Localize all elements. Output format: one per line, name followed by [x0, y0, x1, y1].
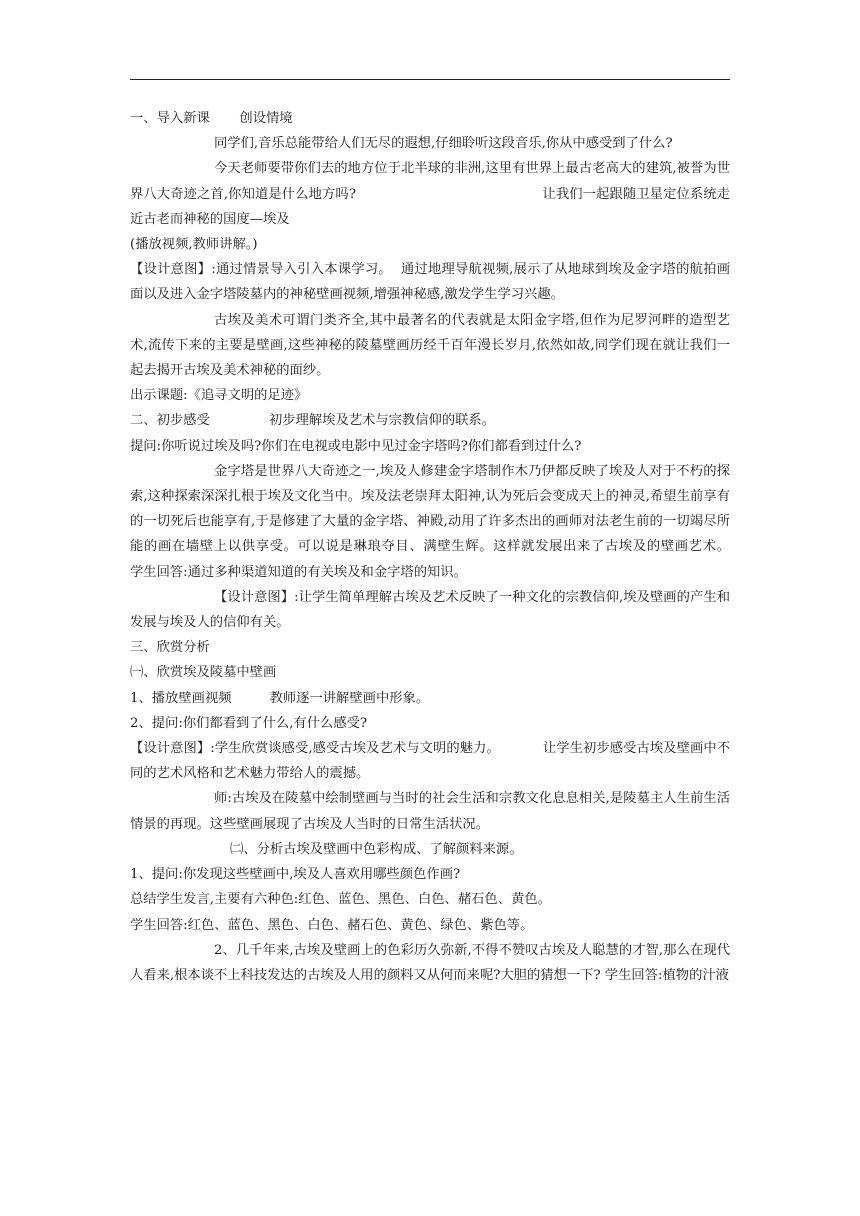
paragraph: 师:古埃及在陵墓中绘制壁画与当时的社会生活和宗教文化息息相关,是陵墓主人生前生活情景的再现。这些壁画展现了古埃及人当时的日常生活状况。 [130, 791, 730, 832]
subsection-heading: ㈠、欣赏埃及陵墓中壁画 [130, 665, 277, 681]
subsection-heading: ㈡、分析古埃及壁画中色彩构成、了解颜料来源。 [230, 841, 523, 857]
list-item: 1、播放壁画视频 教师逐一讲解壁画中形象。 [130, 690, 430, 706]
paragraph: 金字塔是世界八大奇迹之一,埃及人修建金字塔制作木乃伊都反映了埃及人对于不朽的探索,这种探索深深扎根于埃及文化当中。埃及法老崇拜太阳神,认为死后会变成天上的神灵,希望生前享有的一切死后也能享有,于是修建了大量的金字塔、神殿,动用了许多杰出的画师对法老生前的一切竭尽所能的画在墙壁上以供享受。可以说是琳琅夺目、满壁生辉。这样就发展出来了古埃及的壁画艺术。 学生回答:通过多种渠道知道的有关埃及和金字塔的知识。 [130, 463, 769, 580]
design-intent-paragraph: 【设计意图】:让学生简单理解古埃及艺术反映了一种文化的宗教信仰,埃及壁画的产生和发展与埃及人的信仰有关。 [130, 589, 730, 631]
paragraph: 总结学生发言,主要有六种色:红色、蓝色、黑色、白色、赭石色、黄色。 [130, 892, 551, 908]
paragraph: 今天老师要带你们去的地方位于北半球的非洲,这里有世界上最古老高大的建筑,被誉为世界八大奇迹之首,你知道是什么地方吗? 让我们一起跟随卫星定位系统走近古老而神秘的国度—埃及 [130, 161, 730, 227]
paragraph: 学生回答:红色、蓝色、黑色、白色、赭石色、黄色、绿色、紫色等。 [130, 917, 534, 933]
paragraph: 古埃及美术可谓门类齐全,其中最著名的代表就是太阳金字塔,但作为尼罗河畔的造型艺术,流传下来的主要是壁画,这些神秘的陵墓壁画历经千百年漫长岁月,依然如故,同学们现在就让我们一起去揭开古埃及美术神秘的面纱。 [130, 312, 730, 379]
section-heading-1: 一、导入新课 创设情境 [130, 111, 293, 126]
design-intent-paragraph: 【设计意图】:学生欣赏谈感受,感受古埃及艺术与文明的魅力。 让学生初步感受古埃及壁画中不同的艺术风格和艺术魅力带给人的震撼。 [130, 741, 730, 782]
paragraph: (播放视频,教师讲解。) [130, 237, 258, 253]
header-rule [130, 79, 730, 80]
paragraph: 提问:你听说过埃及吗?你们在电视或电影中见过金字塔吗?你们都看到过什么? [130, 438, 582, 454]
design-intent-paragraph: 【设计意图】:通过情景导入引入本课学习。 通过地理导航视频,展示了从地球到埃及金字塔的航拍画面以及进入金字塔陵墓内的神秘壁画视频,增强神秘感,激发学生学习兴趣。 [130, 262, 730, 303]
list-item: 2、几千年来,古埃及壁画上的色彩历久弥新,不得不赞叹古埃及人聪慧的才智,那么在现代人看来,根本谈不上科技发达的古埃及人用的颜料又从何而来呢?大胆的猜想一下? 学生回答:植物的汁液 [130, 942, 730, 983]
section-heading-3: 三、欣赏分析 [130, 640, 210, 656]
list-item: 2、提问:你们都看到了什么,有什么感受? [130, 715, 368, 731]
paragraph: 出示课题:《追寻文明的足迹》 [130, 388, 308, 404]
list-item: 1、提问:你发现这些壁画中,埃及人喜欢用哪些颜色作画? [130, 867, 461, 883]
document-body [130, 106, 769, 988]
paragraph: 同学们,音乐总能带给人们无尽的遐想,仔细聆听这段音乐,你从中感受到了什么? [214, 136, 673, 152]
section-heading-2: 二、初步感受 初步理解埃及艺术与宗教信仰的联系。 [130, 413, 496, 429]
